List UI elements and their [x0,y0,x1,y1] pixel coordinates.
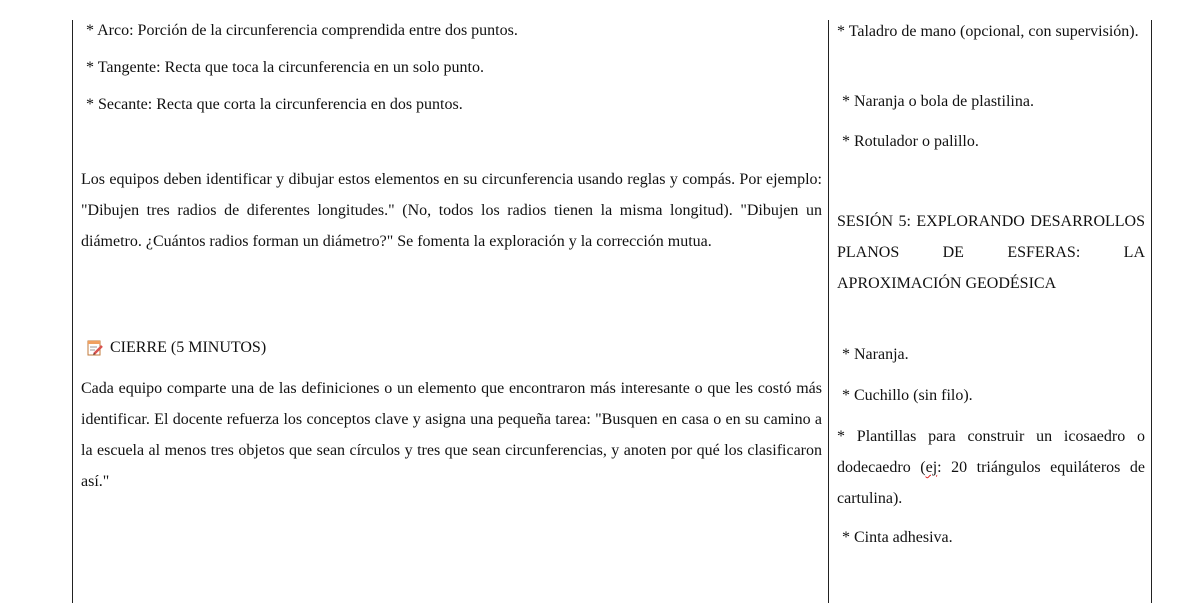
item-cuchillo: * Cuchillo (sin filo). [842,387,973,404]
bullet-secante: * Secante: Recta que corta la circunferencia en dos puntos. [86,96,463,113]
item-rotulador: * Rotulador o palillo. [842,133,979,150]
paragraph-cierre-text: Cada equipo comparte una de las definiciones o un elemento que encontraron más interesante o que les costó más identificar. El docente refuerza los conceptos clave y asigna una pequeña tarea: "Busquen en casa o en su camino a la escuela al menos tres objetos que sean círculos y tres que sean circunferencias, y anoten por qué los clasificaron así." [81,380,822,490]
item-naranja-bola: * Naranja o bola de plastilina. [842,93,1034,110]
plantillas-text-a: * Plantillas para construir un icosaedro o dodecaedro ( [837,428,1145,476]
item-plantillas [837,421,1145,514]
session-title-text: SESIÓN 5: EXPLORANDO DESARROLLOS PLANOS DE ESFERAS: LA APROXIMACIÓN GEODÉSICA [837,213,1145,292]
spellcheck-word: ej [925,459,938,476]
bullet-tangente: * Tangente: Recta que toca la circunferencia en un solo punto. [86,59,484,76]
cierre-heading [86,338,266,358]
plantillas-text-b: : 20 triángulos equiláteros de cartulina). [837,459,1145,507]
table-border-middle [828,20,829,603]
item-taladro [837,16,1145,47]
item-taladro-text: * Taladro de mano (opcional, con supervisión). [837,23,1139,40]
paragraph-equipos [81,164,822,257]
paragraph-cierre [81,373,822,497]
cierre-heading-text: CIERRE (5 MINUTOS) [110,339,267,356]
table-border-left [72,20,73,603]
notepad-pencil-icon [86,339,104,357]
bullet-arco: * Arco: Porción de la circunferencia comprendida entre dos puntos. [86,22,518,39]
item-cinta: * Cinta adhesiva. [842,529,953,546]
item-naranja: * Naranja. [842,346,909,363]
item-plantillas-text [837,421,1145,514]
table-border-right [1151,20,1152,603]
paragraph-equipos-text: Los equipos deben identificar y dibujar estos elementos en su circunferencia usando reglas y compás. Por ejemplo: "Dibujen tres radios de diferentes longitudes." (No, todos los radios tienen la misma longitud). "Dibujen un diámetro. ¿Cuántos radios forman un diámetro?" Se fomenta la exploración y la corrección mutua. [81,171,822,250]
session-title [837,206,1145,299]
